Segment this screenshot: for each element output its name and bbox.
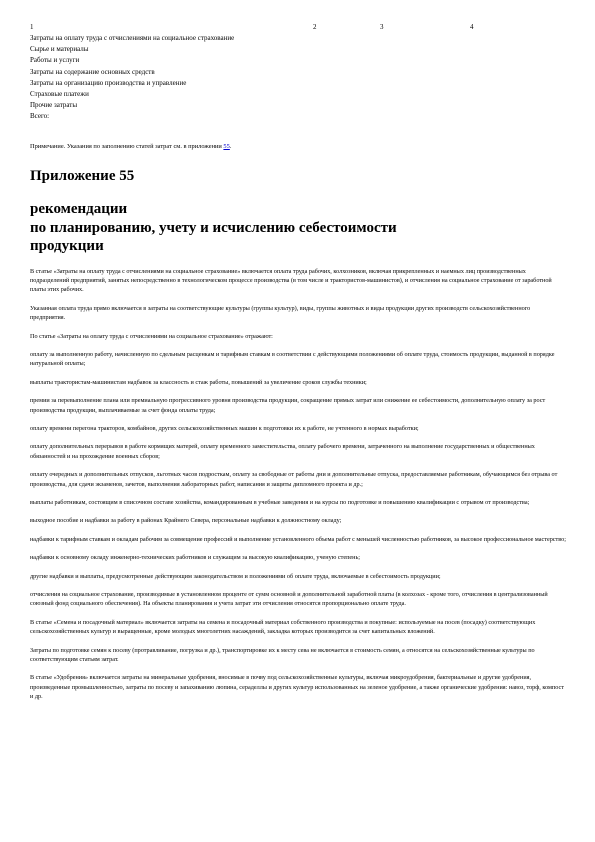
column-number-1: 1 xyxy=(30,23,34,31)
column-number-2: 2 xyxy=(313,23,317,31)
paragraph: Затраты по подготовке семян к посеву (протравливание, погрузка и др.), транспортировке их к месту сева не включается в стоимость семян, а относятся на сельскохозяйственные культуры по соответствующим статьям затрат. xyxy=(30,646,535,664)
paragraph: В статье «Удобрения» включается затраты на минеральные удобрения, вносимые в почву под сельскохозяйственные культуры, включая микроудобрения, бактериальные и другие удобрения, произведенные промышленностью, затраты по посеву и запахиванию люпина, сераделлы и других культур использованных на зеленое удобрение, а также органические удобрения: навоз, торф, компост и др. xyxy=(30,674,564,701)
table-row: Затраты на содержание основных средств xyxy=(30,67,155,76)
paragraph: надбавки к тарифным ставкам и окладам рабочим за совмещение профессий и выполнение установленного объема работ с меньшей численностью работников, за высокое профессиональное мастерство; xyxy=(30,535,566,543)
footnote xyxy=(30,142,566,151)
table-row: Всего: xyxy=(30,112,50,121)
paragraph: отчисления на социальное страхование, производимые в установленном проценте от сумм основной и дополнительной заработной платы (в колхозах - кроме того, отчисления в централизованный союзный фонд социального обеспечения). На объекты планирования и учета затрат эти отчисления относятся пропорционально оплате труда. xyxy=(30,591,548,608)
paragraph: В статье «Затраты на оплату труда с отчислениями на социальное страхование» включается оплата труда рабочих, колхозников, включая прикрепленных и наемных лиц производственных подразделений предприятий, занятых непосредственно в технологическом процессе производства (в том числе и трактористов-машинистов), и отчисления на социальное страхование от заработной платы этих рабочих. xyxy=(30,267,552,294)
table-row: Прочие затраты xyxy=(30,101,78,110)
paragraph: премии за перевыполнение плана или премиальную прогрессивного уровня производства продукции, сокращение прямых затрат или снижение ее себестоимости, дополнительную оплату за рост производства продукции, выплачиваемые за счет фонда оплаты труда; xyxy=(30,397,546,414)
table-row: Страховые платежи xyxy=(30,89,89,98)
table-row: Работы и услуги xyxy=(30,56,80,65)
table-row: Сырье и материалы xyxy=(30,45,89,54)
paragraph: В статье «Семена и посадочный материал» включается затраты на семена и посадочный материал собственного производства и покупные: используемые на посев (посадку) соответствующих сельскохозяйственных культур и выращенные, кроме молодых многолетних насаждений, закладка которых производится за счет капитальных вложений. xyxy=(30,618,536,636)
paragraph: По статье «Затраты на оплату труда с отчислениями на социальное страхование» отражают: xyxy=(30,332,273,340)
heading-line-2: по планированию, учету и исчислению себестоимости xyxy=(30,219,397,236)
column-number-4: 4 xyxy=(470,23,474,31)
appendix-link[interactable]: 55 xyxy=(223,143,230,150)
heading-line-3: продукции xyxy=(30,238,104,254)
document-page xyxy=(30,22,566,711)
table-header xyxy=(30,22,566,33)
section-heading xyxy=(30,200,566,256)
paragraph: выходное пособие и надбавки за работу в районах Крайнего Севера, персональные надбавки к должностному окладу; xyxy=(30,517,342,525)
body-text xyxy=(30,267,566,702)
paragraph: выплаты работникам, состоящим в списочном составе хозяйства, командированным в учебные заведения и на курсы по подготовке и повышению квалификации с отрывом от производства; xyxy=(30,499,530,506)
paragraph: другие надбавки и выплаты, предусмотренные действующим законодательством и положениями об оплате труда, включаемые в себестоимость продукции; xyxy=(30,572,441,580)
cost-table xyxy=(30,22,566,134)
paragraph: оплату дополнительных перерывов в работе кормящих матерей, оплату временного заместительства, оплату рабочего времени, затраченного на выполнение государственных и общественных обязанностей и на прохождение военных сборов; xyxy=(30,443,535,460)
paragraph: оплату очередных и дополнительных отпусков, льготных часов подросткам, оплату за свободные от работы дни и дополнительные отпуска, предоставляемые работникам, обучающимся без отрыва от производства, для сдачи экзаменов, зачетов, выполнения лабораторных работ, написания и защиты дипломного проекта и др.; xyxy=(30,471,558,488)
paragraph: оплату времени перегона тракторов, комбайнов, других сельскохозяйственных машин к подготовки их к работе, не учтенного в нормах выработки; xyxy=(30,424,419,432)
paragraph: Указанная оплата труда прямо включается в затраты на соответствующие культуры (группы культур), виды, группы животных и виды продукции других производств сельскохозяйственного предприятия. xyxy=(30,304,531,322)
column-number-3: 3 xyxy=(380,23,384,31)
paragraph: выплаты трактористам-машинистам надбавок за классность и стаж работы, повышений за увеличение сроков службы техники; xyxy=(30,378,367,386)
heading-line-1: рекомендации xyxy=(30,201,128,217)
appendix-title: Приложение 55 xyxy=(30,168,135,184)
table-row: Затраты на организацию производства и управление xyxy=(30,78,187,87)
paragraph: оплату за выполненную работу, начисленную по сдельным расценкам и тарифным ставкам в соответствии с действующими положениями об оплате труда, стоимость продукции, выданной в порядке натуральной оплаты; xyxy=(30,350,555,368)
footnote-text: Примечание. Указания по заполнению статей затрат см. в приложении xyxy=(30,143,224,150)
table-row: Затраты на оплату труда с отчислениями на социальное страхование xyxy=(30,34,235,42)
paragraph: надбавки к основному окладу инженерно-технических работников и служащим за высокую квалификацию, ученую степень; xyxy=(30,554,360,562)
footnote-end: . xyxy=(229,143,232,150)
